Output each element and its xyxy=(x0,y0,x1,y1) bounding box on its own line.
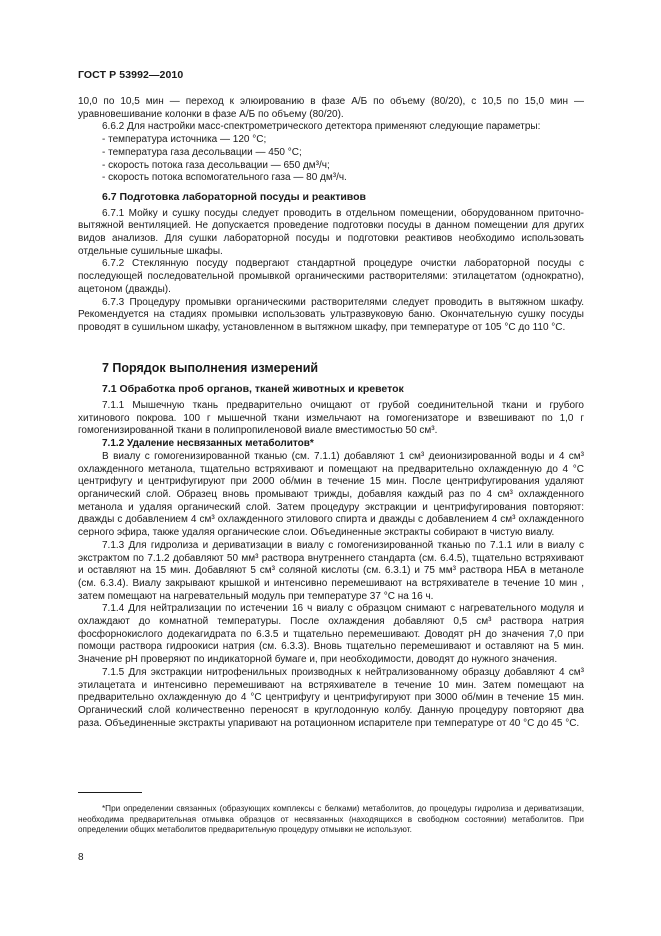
paragraph: 7.1.5 Для экстракции нитрофенильных производных к нейтрализованному образцу добавляют 4 см³ этилацетата и интенсивно перемешивают на встряхивателе в течение 10 мин. Затем помещают на предварительно охлажденную до 4 °С центрифугу и центрифугируют при 3000 об/мин в течение 15 мин. Органический слой количественно переносят в круглодонную колбу. Данную процедуру повторяют два раза. Объединенные экстракты упаривают на ротационном испарителе при температуре от 40 °С до 45 °С. xyxy=(78,666,584,729)
chapter-heading: 7 Порядок выполнения измерений xyxy=(102,360,319,375)
list-item: - температура источника — 120 °С; xyxy=(102,134,267,146)
paragraph: 6.6.2 Для настройки масс-спектрометрического детектора применяют следующие параметры: xyxy=(102,121,541,133)
section-heading: 6.7 Подготовка лабораторной посуды и реактивов xyxy=(102,190,366,203)
section-heading: 7.1 Обработка проб органов, тканей животных и креветок xyxy=(102,383,404,396)
paragraph: 6.7.1 Мойку и сушку посуды следует проводить в отдельном помещении, оборудованном приточно-вытяжной вентиляцией. Не допускается проведение подготовки посуды в данном помещении для других видов анализов. Для сушки лабораторной посуды и подготовки реактивов необходимо использовать отдельные сушильные шкафы. xyxy=(78,207,584,257)
list-item: - скорость потока вспомогательного газа — 80 дм³/ч. xyxy=(102,172,347,184)
page-number: 8 xyxy=(78,852,84,863)
paragraph: 7.1.1 Мышечную ткань предварительно очищают от грубой соединительной ткани и грубого хитинового покрова. 100 г мышечной ткани измельчают на гомогенизаторе и взвешивают по 1,0 г гомогенизированной ткани в полипропиленовой виале вместимостью 50 см³. xyxy=(78,400,584,437)
paragraph: 7.1.4 Для нейтрализации по истечении 16 ч виалу с образцом снимают с нагревательного модуля и охлаждают до комнатной температуры. После охлаждения добавляют 0,5 см³ раствора натрия фосфорнокислого додекагидрата по 6.3.5 и тщательно перемешивают. Доводят рН до значения 7,0 при помощи раствора гидроокиси натрия (см. 6.3.3). Вновь тщательно перемешивают и оставляют на 5 мин. Значение рН проверяют по индикаторной бумаге и, при необходимости, доводят до нужного значения. xyxy=(78,603,584,666)
paragraph: В виалу с гомогенизированной тканью (см. 7.1.1) добавляют 1 см³ деионизированной воды и 4 см³ охлажденного метанола, тщательно встряхивают и помещают на предварительно охлажденную до 4 °С центрифугу и центрифугируют при 2000 об/мин в течение 15 мин. После центрифугирования удаляют органический слой. Образец вновь промывают трижды, добавляя каждый раз по 4 см³ охлажденного метанола и удаляя органический слой. Затем процедуру экстракции и центрифугирования повторяют: дважды с добавлением 4 см³ охлажденного этилового спирта и дважды с добавлением 4 см³ охлажденного серного эфира, также удаляя органические слои. Объединенные экстракты собирают в чистую виалу. xyxy=(78,450,584,539)
footnote-divider xyxy=(78,792,142,793)
paragraph: 10,0 по 10,5 мин — переход к элюированию в фазе А/Б по объему (80/20), с 10,5 по 15,0 мин — уравновешивание колонки в фазе А/Б по объему (80/20). xyxy=(78,96,584,120)
subsection-heading: 7.1.2 Удаление несвязанных метаболитов* xyxy=(102,438,314,450)
paragraph: 7.1.3 Для гидролиза и дериватизации в виалу с гомогенизированной тканью по 7.1.1 или в виалу с экстрактом по 7.1.2 добавляют 50 мм³ раствора внутреннего стандарта (см. 6.4.5), тщательно встряхивают и оставляют на 15 мин. Добавляют 5 см³ соляной кислоты (см. 6.3.1) и 75 мм³ раствора НБА в метаноле (см. 6.3.4). Виалу закрывают крышкой и интенсивно перемешивают на встряхивателе в течение 10 мин , затем помещают на нагревательный модуль при температуре 37 °С на 16 ч. xyxy=(78,539,584,602)
document-body xyxy=(78,96,584,730)
list-item: - температура газа десольвации — 450 °С; xyxy=(102,146,302,158)
paragraph: 6.7.2 Стеклянную посуду подвергают стандартной процедуре очистки лабораторной посуды с последующей последовательной промывкой органическими растворителями: этилацетатом (однократно), ацетоном (дважды). xyxy=(78,258,584,295)
footnote: *При определении связанных (образующих комплексы с белками) метаболитов, до процедуры гидролиза и дериватизации, необходима предварительная отмывка образцов от несвязанных (находящихся в свободном состоянии) метаболитов. При определении общих метаболитов предварительную процедуру отмывки не используют. xyxy=(78,804,584,835)
list-item: - скорость потока газа десольвации — 650 дм³/ч; xyxy=(102,159,330,171)
standard-header: ГОСТ Р 53992—2010 xyxy=(78,69,184,81)
paragraph: 6.7.3 Процедуру промывки органическими растворителями следует проводить в вытяжном шкафу. Рекомендуется на стадиях промывки использовать ультразвуковую баню. Окончательную сушку посуды проводят в сушильном шкафу, установленном в вытяжном шкафу, при температуре от 105 °С до 110 °С. xyxy=(78,296,584,333)
